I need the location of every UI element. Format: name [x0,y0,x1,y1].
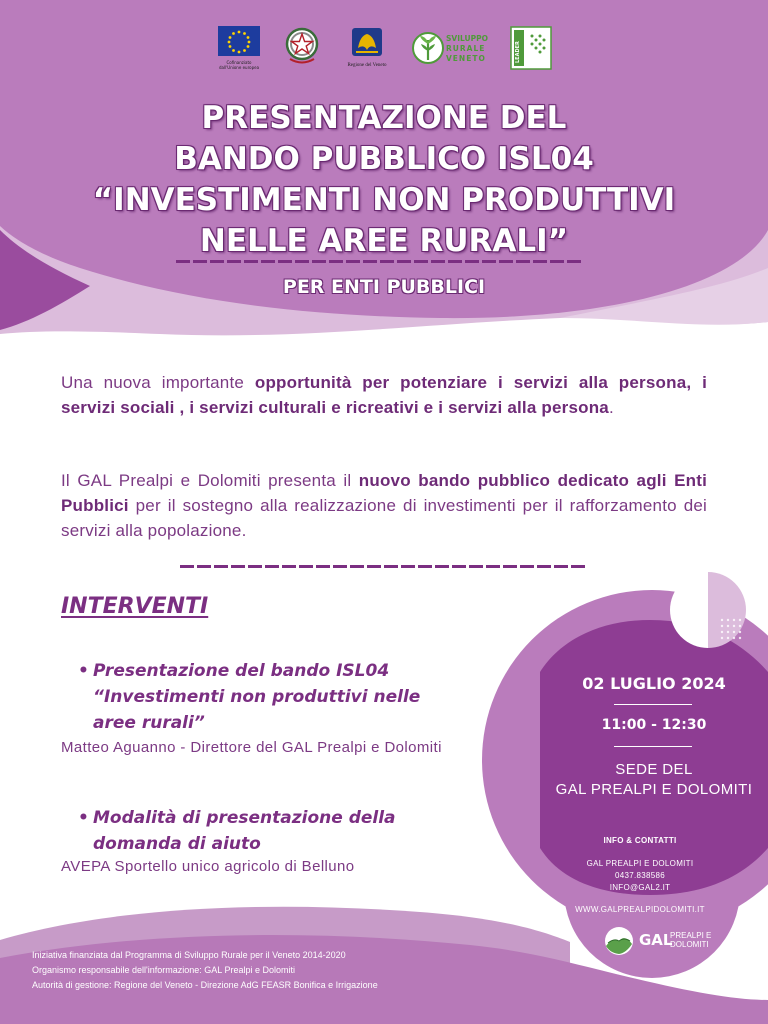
bullet-icon: • [78,808,89,828]
intervento-item-2 [78,805,458,859]
title-line-3: “INVESTIMENTI NON PRODUTTIVI [92,182,676,218]
intervento-2-title [93,805,453,857]
intervento-1-title-line-3: aree rurali” [93,713,205,733]
regione-logo-caption: Regione del Veneto [347,63,387,68]
event-time: 11:00 - 12:30 [601,717,707,733]
poster-title [0,98,768,262]
intervento-1-title-line-2: “Investimenti non produttivi nelle [93,687,421,707]
intervento-item-1 [78,658,458,738]
intro-p2-bold: nuovo bando pubblico dedicato agli Enti Pubblici [61,471,707,515]
venue-line-2: GAL PREALPI E DOLOMITI [555,781,753,798]
gal-prealpi-dolomiti-logo [604,926,714,958]
eu-flag-logo [218,26,260,70]
bullet-icon: • [78,661,89,681]
intro-p2-a: Il GAL Prealpi e Dolomiti presenta il [61,471,359,490]
footer-line-2: Organismo responsabile dell'informazione: GAL Prealpi e Dolomiti [32,965,296,975]
event-date: 02 LUGLIO 2024 [582,674,726,693]
footer-line-3: Autorità di gestione: Regione del Veneto - Direzione AdG FEASR Bonifica e Irrigazione [32,980,378,990]
intervento-2-speaker: AVEPA Sportello unico agricolo di Belluno [61,858,355,875]
logos-row [212,26,556,74]
contacts-heading: INFO & CONTATTI [603,836,677,845]
italian-republic-emblem-logo [284,26,320,72]
venue-line-1: SEDE DEL [615,761,693,778]
intro-p1-c: . [608,398,614,417]
svg-text:RURALE: RURALE [446,44,486,53]
svg-text:LEADER: LEADER [515,41,521,63]
interventi-heading: INTERVENTI [61,594,209,619]
contacts-website[interactable]: WWW.GALPREALPIDOLOMITI.IT [575,905,705,914]
title-line-2: BANDO PUBBLICO ISL04 [174,141,594,177]
sviluppo-rurale-veneto-logo [412,26,490,76]
svg-text:VENETO: VENETO [446,54,486,63]
intro-p2-c: per il sostegno alla realizzazione di investimenti per il rafforzamento dei servizi alla popolazione. [61,496,707,540]
intervento-1-title [93,658,453,736]
gal-logo-text: GAL [639,931,673,949]
gal-logo-sub-2: DOLOMITI [670,940,709,949]
title-line-1: PRESENTAZIONE DEL [201,100,567,136]
footer-line-1: Iniziativa finanziata dal Programma di Sviluppo Rurale per il Veneto 2014-2020 [32,950,346,960]
intro-divider [180,565,588,568]
gal-mountain-icon [604,926,634,956]
intro-paragraph-2 [61,468,707,543]
date-divider [614,704,692,705]
intervento-1-speaker: Matteo Aguanno - Direttore del GAL Prealpi e Dolomiti [61,739,442,756]
leader-logo [510,26,552,74]
intervento-2-title-line-1: Modalità di presentazione della [93,808,396,828]
intervento-2-title-line-2: domanda di aiuto [93,834,261,854]
intro-p1-a: Una nuova importante [61,373,255,392]
contacts-org: GAL PREALPI E DOLOMITI [586,859,694,868]
intervento-1-title-line-1: Presentazione del bando ISL04 [93,661,390,681]
eu-logo-caption: Cofinanziato dall'Unione europea [218,60,260,70]
svg-text:SVILUPPO: SVILUPPO [446,34,488,43]
contacts-phone[interactable]: 0437.838586 [614,871,665,880]
intro-paragraph-1 [61,370,707,420]
poster-subtitle: PER ENTI PUBBLICI [282,276,486,298]
time-divider [614,746,692,747]
contacts-email[interactable]: INFO@GAL2.IT [609,883,671,892]
title-line-4: NELLE AREE RURALI” [199,223,569,259]
title-divider [176,260,584,263]
footer-credits [32,948,532,993]
gal-logo-sub-1: PREALPI E [670,931,712,940]
intro-p1-bold: opportunità per potenziare i servizi alla persona, i servizi sociali , i servizi culturali e ricreativi e i servizi alla persona [61,373,707,417]
regione-del-veneto-logo [346,26,388,68]
event-venue [540,760,768,800]
